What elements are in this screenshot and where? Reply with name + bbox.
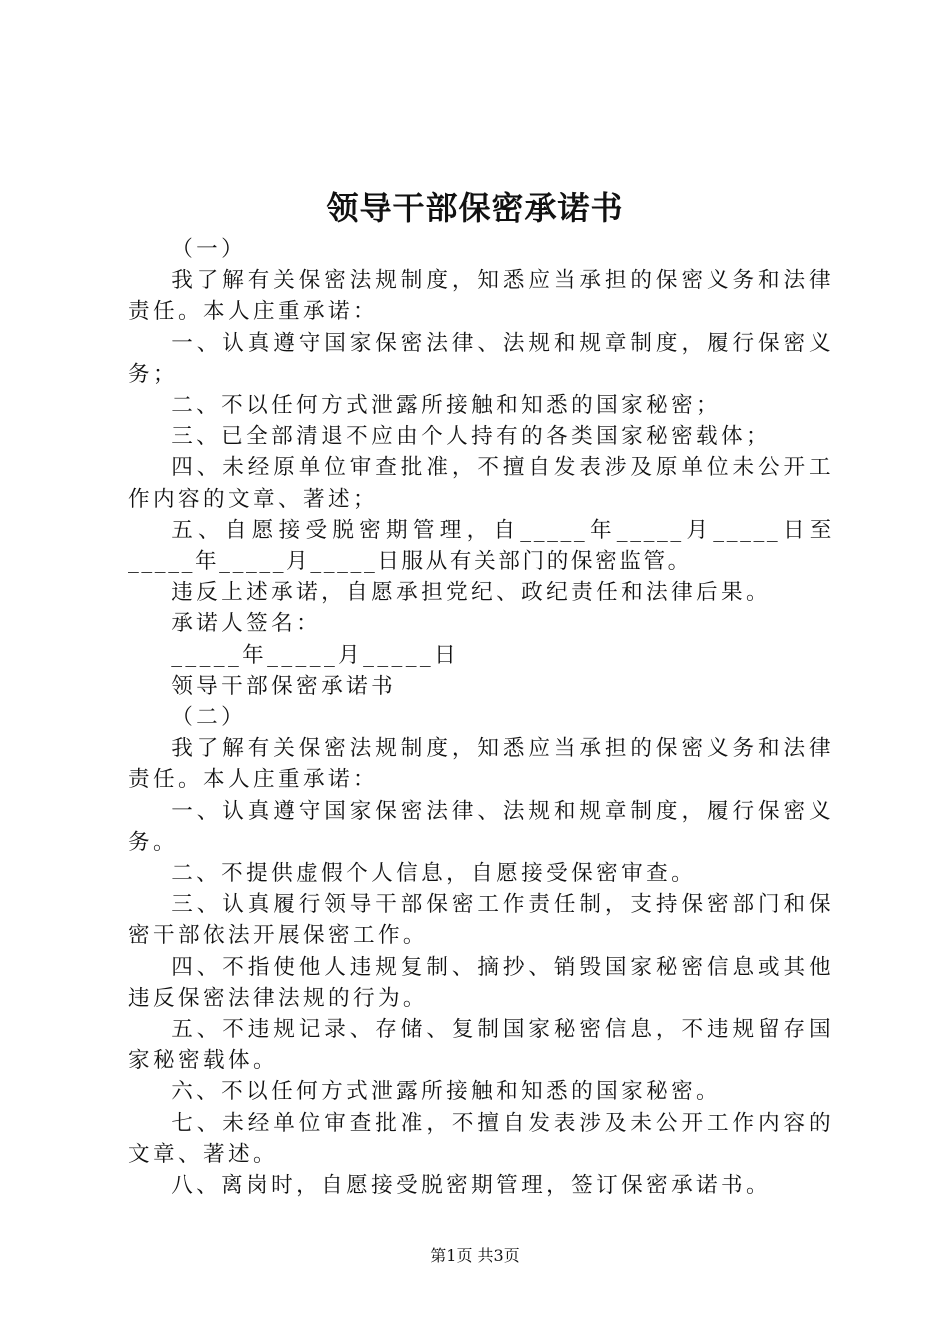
commitment-item: 四、未经原单位审查批准，不擅自发表涉及原单位未公开工作内容的文章、著述； bbox=[128, 455, 834, 512]
section-number: （一） bbox=[171, 237, 247, 262]
page-footer: 第1页 共3页 bbox=[430, 1246, 520, 1265]
date-line: _____年_____月_____日 bbox=[171, 642, 460, 668]
commitment-item: 四、不指使他人违规复制、摘抄、销毁国家秘密信息或其他违反保密法律法规的行为。 bbox=[128, 954, 834, 1011]
commitment-item: 七、未经单位审查批准，不擅自发表涉及未公开工作内容的文章、著述。 bbox=[128, 1110, 834, 1167]
commitment-item: 五、不违规记录、存储、复制国家秘密信息，不违规留存国家秘密载体。 bbox=[128, 1017, 834, 1074]
signature-label: 承诺人签名： bbox=[171, 611, 322, 637]
commitment-item: 三、认真履行领导干部保密工作责任制，支持保密部门和保密干部依法开展保密工作。 bbox=[128, 892, 834, 949]
subheading: 领导干部保密承诺书 bbox=[171, 673, 397, 699]
document-body bbox=[128, 234, 834, 1201]
commitment-item: 一、认真遵守国家保密法律、法规和规章制度，履行保密义务； bbox=[128, 330, 834, 387]
commitment-item: 五、自愿接受脱密期管理，自_____年_____月_____日至_____年_____月_____日服从有关部门的保密监管。 bbox=[128, 517, 834, 575]
intro-paragraph: 我了解有关保密法规制度，知悉应当承担的保密义务和法律责任。本人庄重承诺： bbox=[128, 736, 834, 793]
consequence-paragraph: 违反上述承诺，自愿承担党纪、政纪责任和法律后果。 bbox=[171, 580, 772, 606]
commitment-item: 二、不以任何方式泄露所接触和知悉的国家秘密； bbox=[171, 393, 722, 419]
commitment-item: 八、离岗时，自愿接受脱密期管理，签订保密承诺书。 bbox=[171, 1173, 772, 1199]
section-number: （二） bbox=[171, 705, 247, 731]
commitment-item: 一、认真遵守国家保密法律、法规和规章制度，履行保密义务。 bbox=[128, 798, 834, 855]
commitment-item: 六、不以任何方式泄露所接触和知悉的国家秘密。 bbox=[171, 1079, 722, 1105]
commitment-item: 三、已全部清退不应由个人持有的各类国家秘密载体； bbox=[171, 424, 772, 450]
commitment-item: 二、不提供虚假个人信息，自愿接受保密审查。 bbox=[171, 861, 697, 887]
document-title: 领导干部保密承诺书 bbox=[326, 189, 624, 227]
intro-paragraph: 我了解有关保密法规制度，知悉应当承担的保密义务和法律责任。本人庄重承诺： bbox=[128, 268, 834, 325]
